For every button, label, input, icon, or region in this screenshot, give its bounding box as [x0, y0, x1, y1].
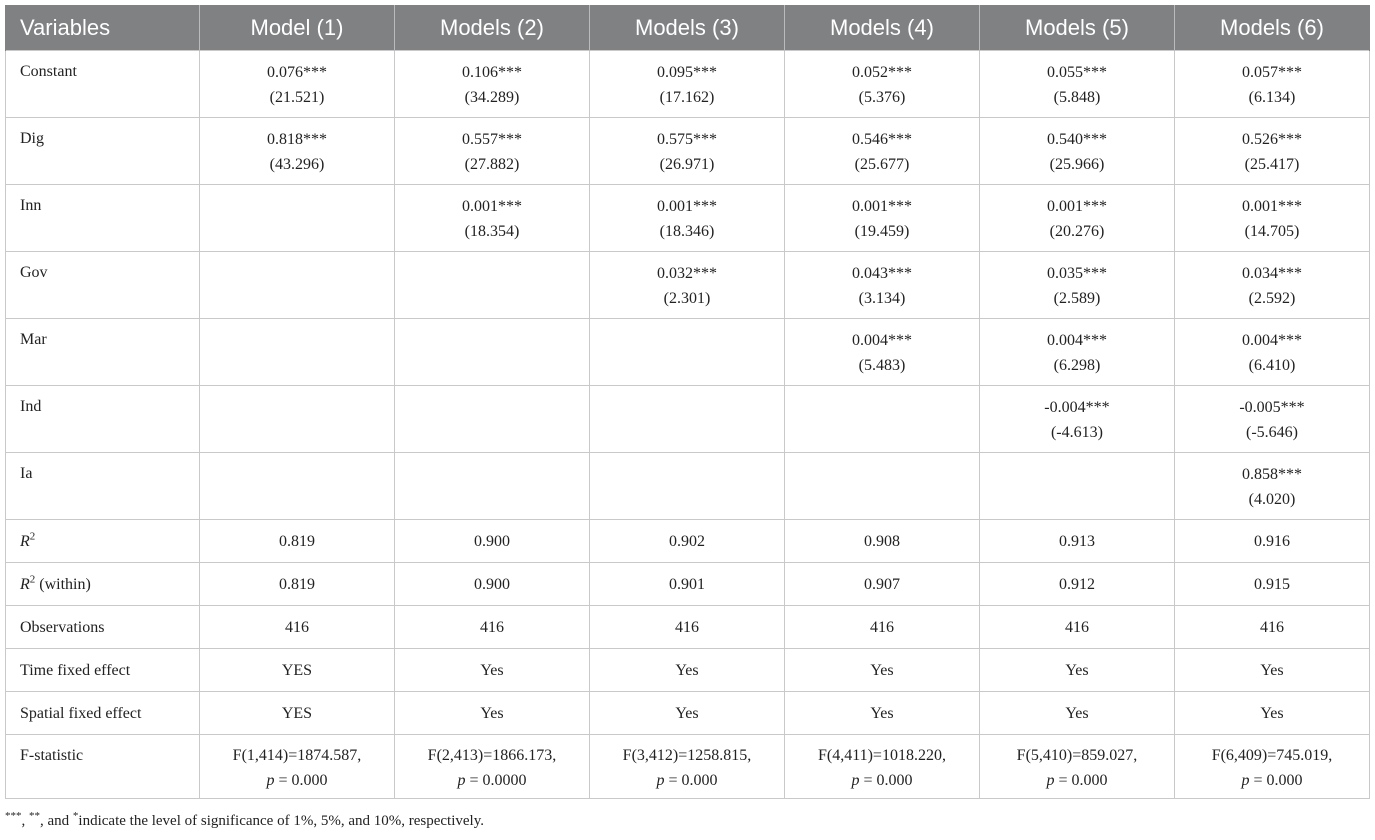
coef-cell — [784, 319, 979, 386]
t-statistic-value: (26.971) — [659, 156, 715, 173]
r2-value: 0.913 — [979, 520, 1174, 563]
t-statistic-value: (-4.613) — [1050, 424, 1103, 441]
time-fe-value: Yes — [589, 649, 784, 692]
header-model-5: Models (5) — [979, 5, 1174, 51]
spatial-fe-value: Yes — [979, 692, 1174, 735]
r2-within-value: 0.819 — [199, 563, 394, 606]
coefficient-value: 0.546*** — [851, 131, 912, 148]
spatial-fe-value: Yes — [1174, 692, 1369, 735]
coef-cell — [979, 51, 1174, 118]
t-statistic-value: (18.354) — [464, 223, 520, 240]
fstat-p: p = 0.000 — [266, 772, 328, 789]
t-statistic-value: (25.417) — [1244, 156, 1300, 173]
t-statistic-value: (6.298) — [1053, 357, 1101, 374]
coef-row-mar — [6, 319, 1370, 386]
t-statistic-value: (19.459) — [854, 223, 910, 240]
observations-value: 416 — [1174, 606, 1369, 649]
coefficient-value: 0.858*** — [1241, 466, 1302, 483]
r2-within-value: 0.915 — [1174, 563, 1369, 606]
r2-within-value: 0.907 — [784, 563, 979, 606]
coefficient-value: 0.106*** — [461, 64, 522, 81]
t-statistic-value: (21.521) — [269, 89, 325, 106]
fstat-value: F(3,412)=1258.815, — [622, 747, 752, 764]
spatial-fe-value: YES — [199, 692, 394, 735]
coefficient-value: 0.035*** — [1046, 265, 1107, 282]
coefficient-value: -0.005*** — [1239, 399, 1305, 416]
observations-label: Observations — [6, 606, 200, 649]
coef-cell — [394, 185, 589, 252]
header-variables: Variables — [6, 5, 200, 51]
observations-value: 416 — [199, 606, 394, 649]
coefficient-value: 0.575*** — [656, 131, 717, 148]
time-fe-value: Yes — [784, 649, 979, 692]
fstat-p: p = 0.000 — [851, 772, 913, 789]
t-statistic-value: (-5.646) — [1245, 424, 1298, 441]
fstat-label: F-statistic — [6, 735, 200, 799]
fstat-cell — [979, 735, 1174, 799]
coef-cell — [1174, 252, 1369, 319]
fstat-cell — [589, 735, 784, 799]
fstat-value: F(4,411)=1018.220, — [817, 747, 946, 764]
coefficient-value: 0.001*** — [461, 198, 522, 215]
coefficient-value: 0.057*** — [1241, 64, 1302, 81]
coef-cell — [394, 319, 589, 386]
t-statistic-value: (20.276) — [1049, 223, 1105, 240]
r2-within-value: 0.912 — [979, 563, 1174, 606]
r2-row — [6, 520, 1370, 563]
observations-row — [6, 606, 1370, 649]
coef-cell — [394, 386, 589, 453]
fstat-p: p = 0.000 — [1241, 772, 1303, 789]
fstat-value: F(5,410)=859.027, — [1016, 747, 1138, 764]
coef-cell — [589, 51, 784, 118]
r2-value: 0.902 — [589, 520, 784, 563]
coef-cell — [784, 118, 979, 185]
t-statistic-value: (14.705) — [1244, 223, 1300, 240]
coef-cell — [979, 118, 1174, 185]
spatial-fe-value: Yes — [589, 692, 784, 735]
fstat-cell — [394, 735, 589, 799]
t-statistic-value: (43.296) — [269, 156, 325, 173]
t-statistic-value: (17.162) — [659, 89, 715, 106]
coefficient-value: 0.034*** — [1241, 265, 1302, 282]
table-body — [6, 51, 1370, 799]
t-statistic-value: (25.677) — [854, 156, 910, 173]
spatial-fe-label: Spatial fixed effect — [6, 692, 200, 735]
coef-cell — [589, 185, 784, 252]
coefficient-value: 0.001*** — [851, 198, 912, 215]
coefficient-value: -0.004*** — [1044, 399, 1110, 416]
r2-within-value: 0.900 — [394, 563, 589, 606]
fstat-row — [6, 735, 1370, 799]
spatial-fe-value: Yes — [784, 692, 979, 735]
coef-cell — [979, 319, 1174, 386]
table-footnote: ***, **, and *indicate the level of significance of 1%, 5%, and 10%, respectively. — [5, 810, 484, 829]
t-statistic-value: (3.134) — [858, 290, 906, 307]
coefficient-value: 0.076*** — [266, 64, 327, 81]
regression-table-container — [5, 5, 1370, 799]
observations-value: 416 — [589, 606, 784, 649]
observations-value: 416 — [979, 606, 1174, 649]
coef-cell — [199, 51, 394, 118]
coefficient-value: 0.001*** — [656, 198, 717, 215]
coef-cell — [589, 386, 784, 453]
coef-cell — [784, 185, 979, 252]
coefficient-value: 0.818*** — [266, 131, 327, 148]
coefficient-value: 0.526*** — [1241, 131, 1302, 148]
time-fe-label: Time fixed effect — [6, 649, 200, 692]
coef-cell — [784, 386, 979, 453]
variable-label: Ind — [6, 386, 200, 453]
coefficient-value: 0.004*** — [851, 332, 912, 349]
coef-cell — [394, 51, 589, 118]
r2-value: 0.819 — [199, 520, 394, 563]
coef-cell — [979, 453, 1174, 520]
coef-row-inn — [6, 185, 1370, 252]
coef-row-gov — [6, 252, 1370, 319]
coef-cell — [199, 386, 394, 453]
coef-cell — [979, 185, 1174, 252]
coef-cell — [1174, 453, 1369, 520]
coef-cell — [589, 118, 784, 185]
variable-label: Inn — [6, 185, 200, 252]
variable-label: Mar — [6, 319, 200, 386]
variable-label: Constant — [6, 51, 200, 118]
r2-label: $R^2$ — [6, 520, 200, 563]
coef-cell — [199, 252, 394, 319]
coef-cell — [1174, 386, 1369, 453]
coefficient-value: 0.095*** — [656, 64, 717, 81]
r2-within-value: 0.901 — [589, 563, 784, 606]
coef-cell — [199, 453, 394, 520]
t-statistic-value: (2.301) — [663, 290, 711, 307]
header-row — [6, 5, 1370, 51]
observations-value: 416 — [784, 606, 979, 649]
t-statistic-value: (2.589) — [1053, 290, 1101, 307]
t-statistic-value: (27.882) — [464, 156, 520, 173]
r2-within-row — [6, 563, 1370, 606]
r2-within-label: $R^2$ (within) — [6, 563, 200, 606]
coefficient-value: 0.004*** — [1241, 332, 1302, 349]
coef-cell — [979, 252, 1174, 319]
coefficient-value: 0.032*** — [656, 265, 717, 282]
coef-cell — [199, 319, 394, 386]
fstat-cell — [784, 735, 979, 799]
coefficient-value: 0.001*** — [1241, 198, 1302, 215]
t-statistic-value: (25.966) — [1049, 156, 1105, 173]
coef-cell — [589, 252, 784, 319]
regression-table — [5, 5, 1370, 799]
r2-value: 0.908 — [784, 520, 979, 563]
coef-cell — [1174, 51, 1369, 118]
t-statistic-value: (2.592) — [1248, 290, 1296, 307]
t-statistic-value: (5.483) — [858, 357, 906, 374]
coef-cell — [784, 453, 979, 520]
coef-row-constant — [6, 51, 1370, 118]
observations-value: 416 — [394, 606, 589, 649]
header-model-3: Models (3) — [589, 5, 784, 51]
coef-cell — [784, 252, 979, 319]
header-model-1: Model (1) — [199, 5, 394, 51]
coef-cell — [199, 185, 394, 252]
fstat-cell — [1174, 735, 1369, 799]
coef-cell — [1174, 185, 1369, 252]
t-statistic-value: (6.410) — [1248, 357, 1296, 374]
header-model-6: Models (6) — [1174, 5, 1369, 51]
coef-cell — [394, 252, 589, 319]
coef-cell — [1174, 319, 1369, 386]
t-statistic-value: (4.020) — [1248, 491, 1296, 508]
coef-cell — [784, 51, 979, 118]
fstat-value: F(6,409)=745.019, — [1211, 747, 1333, 764]
time-fe-value: YES — [199, 649, 394, 692]
fstat-value: F(1,414)=1874.587, — [232, 747, 362, 764]
fstat-cell — [199, 735, 394, 799]
coefficient-value: 0.052*** — [851, 64, 912, 81]
coef-cell — [199, 118, 394, 185]
t-statistic-value: (5.376) — [858, 89, 906, 106]
coefficient-value: 0.004*** — [1046, 332, 1107, 349]
coef-row-dig — [6, 118, 1370, 185]
coef-cell — [394, 118, 589, 185]
t-statistic-value: (6.134) — [1248, 89, 1296, 106]
r2-value: 0.916 — [1174, 520, 1369, 563]
header-model-4: Models (4) — [784, 5, 979, 51]
variable-label: Gov — [6, 252, 200, 319]
coefficient-value: 0.043*** — [851, 265, 912, 282]
header-model-2: Models (2) — [394, 5, 589, 51]
coef-cell — [589, 453, 784, 520]
time-fe-value: Yes — [394, 649, 589, 692]
spatial-fe-value: Yes — [394, 692, 589, 735]
coef-cell — [394, 453, 589, 520]
variable-label: Dig — [6, 118, 200, 185]
coef-cell — [979, 386, 1174, 453]
time-fe-value: Yes — [979, 649, 1174, 692]
fstat-p: p = 0.0000 — [457, 772, 527, 789]
fstat-p: p = 0.000 — [1046, 772, 1108, 789]
time-fe-value: Yes — [1174, 649, 1369, 692]
coefficient-value: 0.557*** — [461, 131, 522, 148]
t-statistic-value: (5.848) — [1053, 89, 1101, 106]
coef-cell — [589, 319, 784, 386]
t-statistic-value: (34.289) — [464, 89, 520, 106]
coef-row-ia — [6, 453, 1370, 520]
fstat-value: F(2,413)=1866.173, — [427, 747, 557, 764]
coefficient-value: 0.055*** — [1046, 64, 1107, 81]
t-statistic-value: (18.346) — [659, 223, 715, 240]
coefficient-value: 0.001*** — [1046, 198, 1107, 215]
variable-label: Ia — [6, 453, 200, 520]
r2-value: 0.900 — [394, 520, 589, 563]
fstat-p: p = 0.000 — [656, 772, 718, 789]
coefficient-value: 0.540*** — [1046, 131, 1107, 148]
coef-row-ind — [6, 386, 1370, 453]
coef-cell — [1174, 118, 1369, 185]
time-fe-row — [6, 649, 1370, 692]
spatial-fe-row — [6, 692, 1370, 735]
